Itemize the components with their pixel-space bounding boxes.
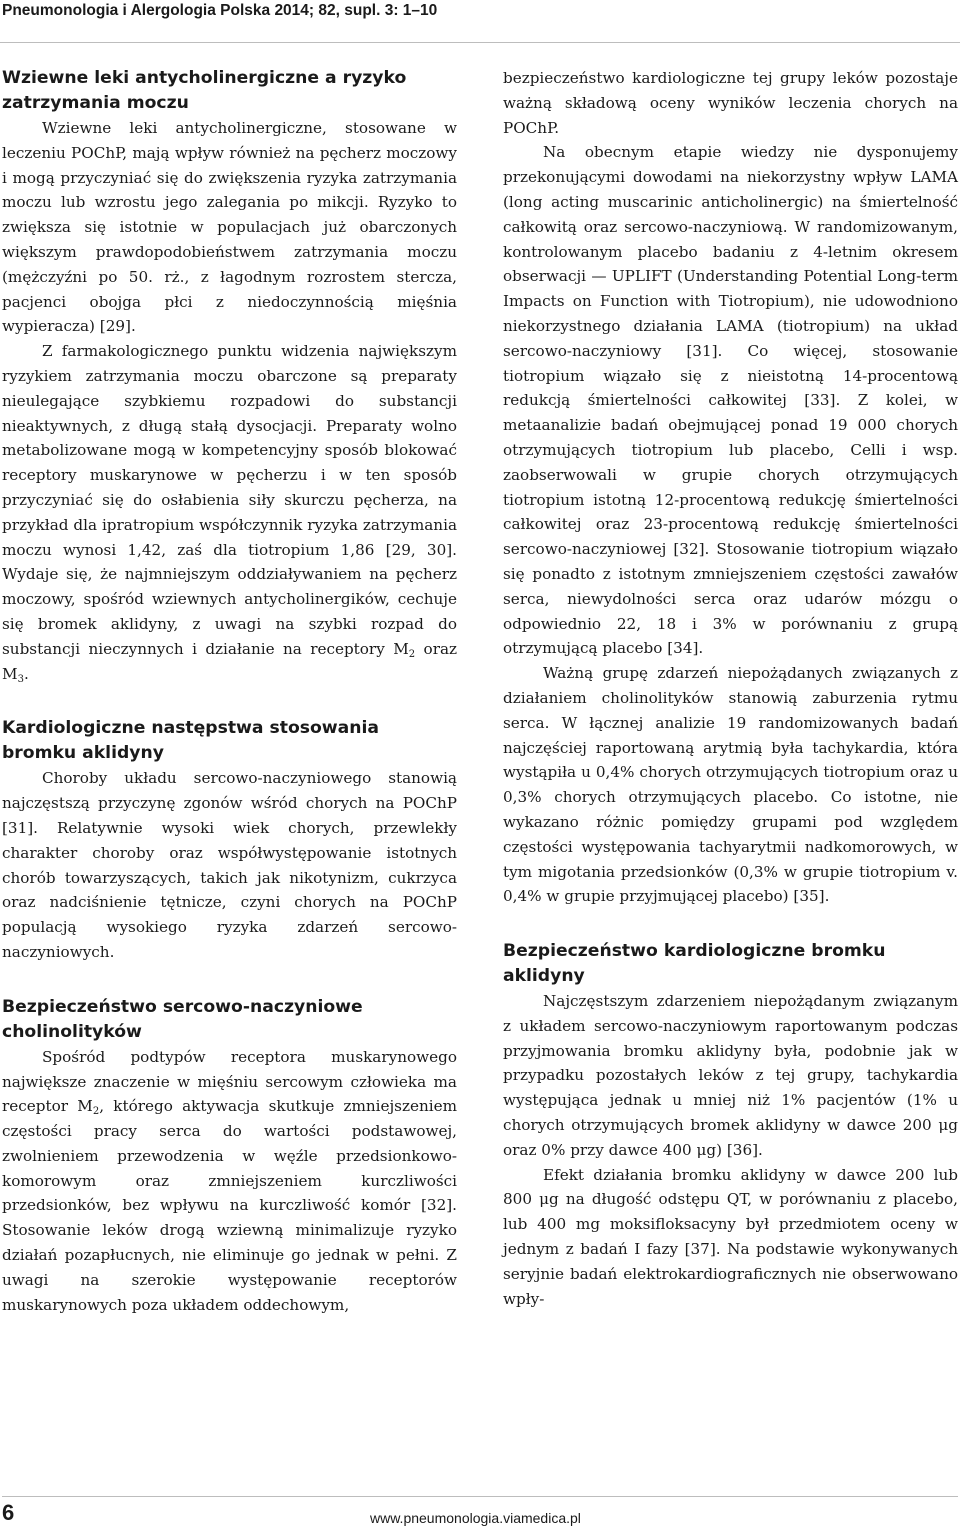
paragraph: Ważną grupę zdarzeń niepożądanych związanych z działaniem cholinolityków stanowią zaburzenia rytmu serca. W łącznej analizie 19 randomizowanych badań najczęściej raportowaną arytmią była tachykardia, która wystąpiła u 0,4% chorych otrzymujących tiotropium oraz u 0,3% chorych otrzymujących placebo. Co istotne, nie wykazano różnic pomiędzy grupami pod względem częstości występowania tachyarytmii nadkomorowych, w tym migotania przedsionków (0,3% w grupie tiotropium v. 0,4% w grupie przyjmującej placebo) [35].: [503, 664, 958, 906]
paragraph: bezpieczeństwo kardiologiczne tej grupy leków pozostaje ważną składową oceny wyników leczenia chorych na POChP.: [503, 69, 958, 137]
paragraph: Wziewne leki antycholinergiczne, stosowane w leczeniu POChP, mają wpływ również na pęcherz moczowy i mogą przyczyniać się do zwiększenia ryzyka zatrzymania moczu lub wzrostu jego zalegania po mikcji. Ryzyko to zwiększa się istotnie w populacjach już obarczonych większym prawdopodobieństwem zatrzymania moczu (mężczyźni po 50. rż., z łagodnym rozrostem stercza, pacjenci obojga płci z niedoczynnością mięśnia wypieracza) [29].: [2, 119, 457, 336]
paragraph-text: .: [23, 664, 29, 683]
journal-url: www.pneumonologia.viamedica.pl: [370, 1510, 581, 1526]
page-number: 6: [2, 1500, 15, 1525]
paragraph: Choroby układu sercowo-naczyniowego stanowią najczęstszą przyczynę zgonów wśród chorych na POChP [31]. Relatywnie wysoki wiek chorych, przewlekły charakter choroby oraz współwystępowanie istotnych chorób towarzyszących, takich jak nikotynizm, cukrzyca oraz nadciśnienie tętnicze, czyni chorych na POChP populacją wysokiego ryzyka zdarzeń sercowo-naczyniowych.: [2, 769, 457, 961]
journal-citation: Pneumonologia i Alergologia Polska 2014; 82, supl. 3: 1–10: [2, 2, 438, 19]
running-header: [0, 0, 960, 43]
paragraph: Na obecnym etapie wiedzy nie dysponujemy przekonującymi dowodami na niekorzystny wpływ LAMA (long acting muscarinic anticholinergic) na śmiertelność całkowitą oraz sercowo-naczyniową. W randomizowanym, kontrolowanym placebo badaniu z 4-letnim okresem obserwacji — UPLIFT (Understanding Potential Long-term Impacts on Function with Tiotropium), nie udowodniono niekorzystnego działania LAMA (tiotropium) na układ sercowo-naczyniowy [31]. Co więcej, stosowanie tiotropium wiązało się z nieistotną 14-procentową redukcją śmiertelności całkowitej [33]. Z kolei, w metaanalizie badań obejmującej ponad 19 000 chorych otrzymujących tiotropium lub placebo, Celli i wsp. zaobserwowali w grupie chorych otrzymujących tiotropium istotną 12-procentową redukcję śmiertelności całkowitej oraz 23-procentową redukcję śmiertelności sercowo-naczyniowej [32]. Stosowanie tiotropium wiązało się ponadto z istotnym zmniejszeniem częstości zawałów serca, niewydolności serca oraz udarów mózgu o odpowiednio 22, 18 i 3% w porównaniu z grupą otrzymującą placebo [34].: [503, 143, 958, 658]
subscript: 3: [17, 673, 24, 685]
section-heading-cv-safety: Bezpieczeństwo sercowo-naczyniowe cholinolityków: [2, 996, 363, 1042]
paragraph-text: Z farmakologicznego punktu widzenia największym ryzykiem zatrzymania moczu obarczone są preparaty nieulegające szybkiemu rozpadowi do substancji nieaktywnych, z długą stałą dysocjacji. Preparaty wolno metabolizowane mogą w kompetencyjny sposób blokować receptory muskarynowe w pęcherzu i w ten sposób przyczyniać się do osłabienia siły skurczu pęcherza, na przykład dla ipratropium współczynnik ryzyka zatrzymania moczu wynosi 1,42, zaś dla tiotropium 1,86 [29, 30]. Wydaje się, że najmniejszym oddziaływaniem na pęcherz moczowy, spośród wziewnych antycholinergików, cechuje się bromek aklidyny, z uwagi na szybki rozpad do substancji nieczynnych i działanie na receptory: [2, 342, 457, 658]
paragraph-text: , którego aktywacja skutkuje zmniejszeniem częstości pracy serca do wartości podstawowej, zwolnieniem przewodzenia w węźle przedsionkowo-komorowym oraz zmniejszeniem kurczliwości przedsionków, bez wpływu na kurczliwość komór [32]. Stosowanie leków drogą wziewną minimalizuje ryzyko działań pozapłucnych, nie eliminuje go jednak w pełni. Z uwagi na szerokie występowanie receptorów muskarynowych poza układem oddechowym,: [2, 1097, 457, 1314]
left-column: [2, 66, 457, 1317]
receptor-symbol: M: [2, 664, 18, 683]
receptor-symbol: M: [77, 1097, 93, 1116]
subscript: 2: [408, 648, 416, 660]
paragraph: [2, 339, 457, 686]
paragraph-text: oraz: [415, 639, 458, 658]
footer-divider: [2, 1496, 958, 1497]
section-heading-aclidinium-safety: Bezpieczeństwo kardiologiczne bromku aklidyny: [503, 941, 886, 987]
subscript: 2: [92, 1106, 100, 1118]
receptor-symbol: M: [393, 639, 409, 658]
paragraph-text: Spośród podtypów receptora muskarynowego największe znaczenie w mięśniu sercowym człowieka ma receptor: [2, 1047, 457, 1116]
section-heading-urinary-retention: Wziewne leki antycholinergiczne a ryzyko zatrzymania moczu: [2, 68, 407, 113]
right-column: [503, 66, 958, 1311]
paragraph: [2, 1045, 457, 1318]
paragraph: Efekt działania bromku aklidyny w dawce 200 lub 800 μg na długość odstępu QT, w porównaniu z placebo, lub 400 mg moksifloksacyny był przedmiotem oceny w jednym z badań I fazy [37]. Na podstawie wykonywanych seryjnie badań elektrokardiograficznych nie obserwowano wpły-: [503, 1165, 958, 1308]
paragraph: Najczęstszym zdarzeniem niepożądanym związanym z układem sercowo-naczyniowym raportowanym podczas przyjmowania bromku aklidyny była, podobnie jak w przypadku pozostałych leków z tej grupy, tachykardia występująca jednak u mniej niż 1% pacjentów (1% u chorych otrzymujących bromek aklidyny w dawce 200 μg oraz 0% przy dawce 400 μg) [36].: [503, 992, 958, 1159]
section-heading-cardiology: Kardiologiczne następstwa stosowania bromku aklidyny: [2, 718, 380, 764]
